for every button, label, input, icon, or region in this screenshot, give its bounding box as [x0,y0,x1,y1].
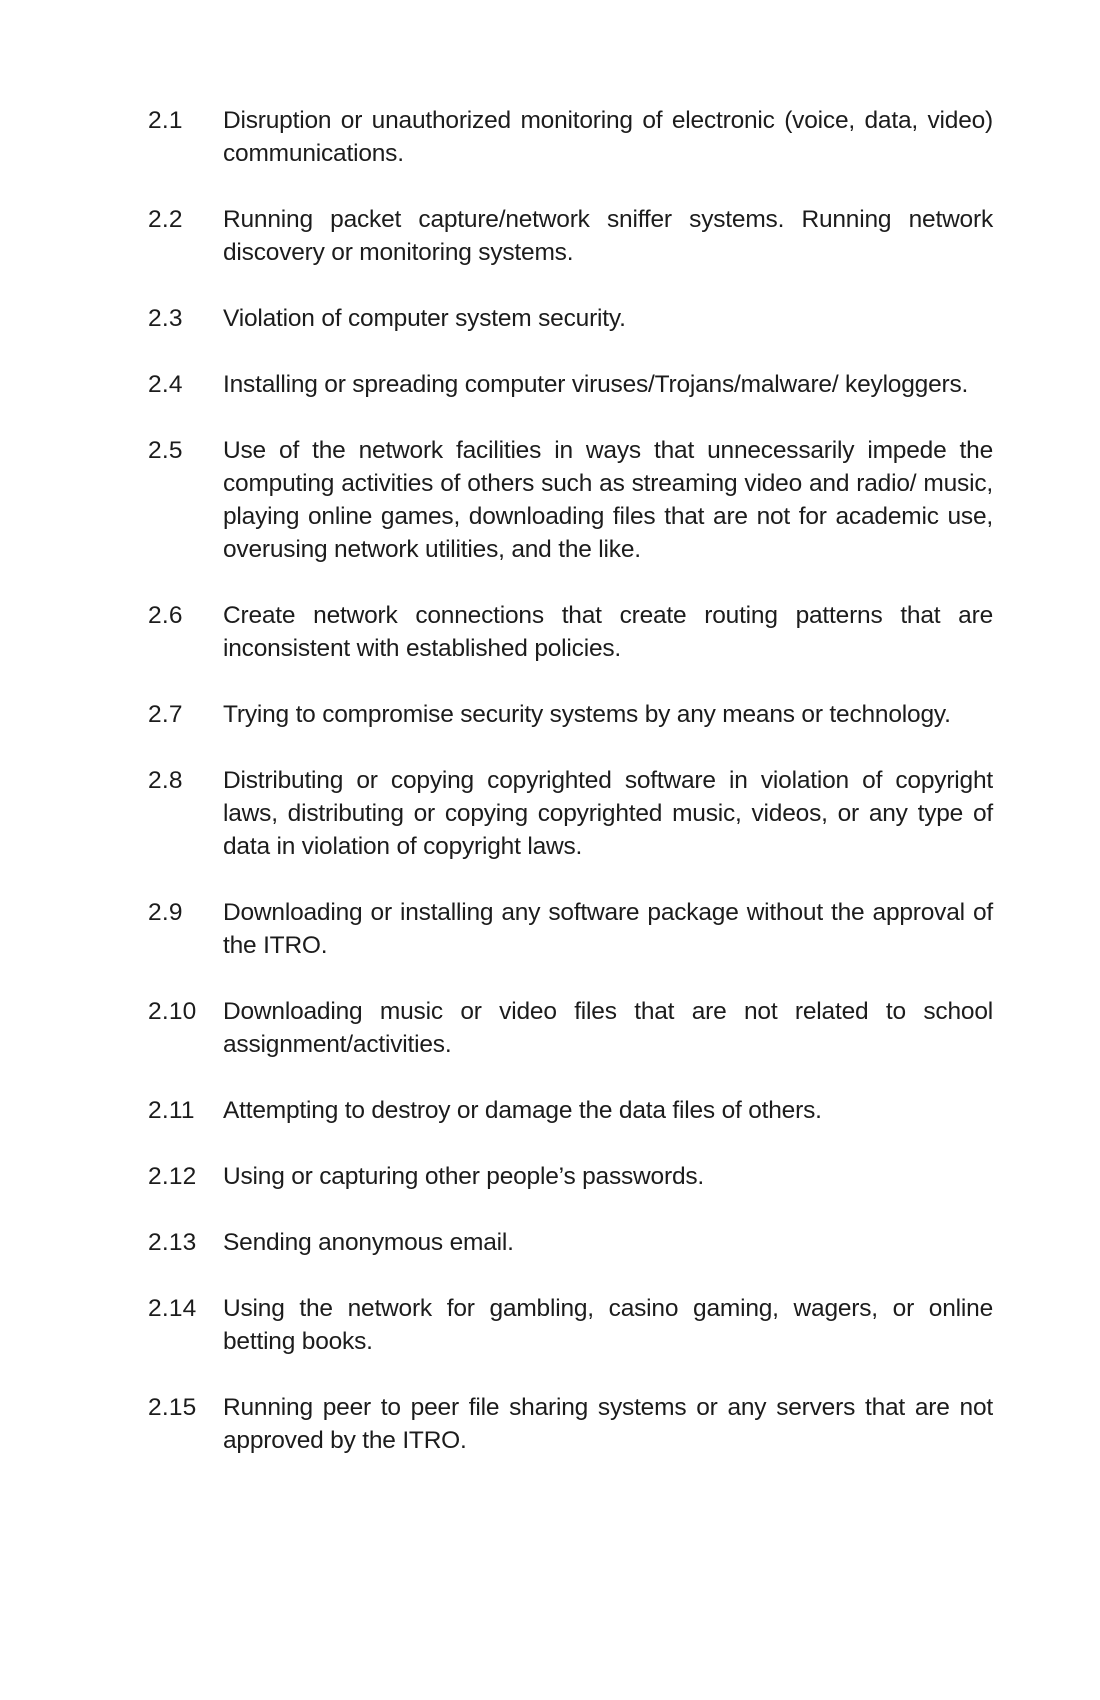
list-item [148,764,993,863]
list-item [148,698,993,731]
item-text: Running packet capture/network sniffer systems. Running network discovery or monitoring systems. [223,206,993,266]
list-item [148,104,993,170]
item-text: Create network connections that create routing patterns that are inconsistent with established policies. [223,602,993,662]
list-item [148,1226,993,1259]
item-text: Installing or spreading computer viruses/Trojans/malware/ keyloggers. [223,371,969,398]
item-text: Using the network for gambling, casino gaming, wagers, or online betting books. [223,1295,993,1355]
item-number: 2.7 [148,701,183,728]
list-item [148,203,993,269]
policy-list [148,104,993,1490]
item-number: 2.6 [148,602,183,629]
list-item [148,599,993,665]
item-number: 2.11 [148,1097,195,1124]
item-text: Violation of computer system security. [223,305,626,332]
list-item [148,896,993,962]
list-item [148,1391,993,1457]
item-text: Attempting to destroy or damage the data files of others. [223,1097,822,1124]
item-text: Disruption or unauthorized monitoring of electronic (voice, data, video) communications. [223,107,993,167]
item-text: Distributing or copying copyrighted software in violation of copyright laws, distributing or copying copyrighted music, videos, or any type of data in violation of copyright laws. [223,767,993,860]
list-item [148,1160,993,1193]
item-text: Trying to compromise security systems by any means or technology. [223,701,951,728]
item-number: 2.4 [148,371,183,398]
item-number: 2.12 [148,1163,197,1190]
item-text: Use of the network facilities in ways that unnecessarily impede the computing activities of others such as streaming video and radio/ music, playing online games, downloading files that are not for academic use, overusing network utilities, and the like. [223,437,993,563]
item-text: Downloading or installing any software package without the approval of the ITRO. [223,899,993,959]
item-text: Running peer to peer file sharing systems or any servers that are not approved by the ITRO. [223,1394,993,1454]
item-number: 2.5 [148,437,183,464]
item-number: 2.14 [148,1295,197,1322]
item-number: 2.13 [148,1229,197,1256]
list-item [148,1094,993,1127]
item-text: Sending anonymous email. [223,1229,514,1256]
item-number: 2.1 [148,107,183,134]
item-number: 2.15 [148,1394,197,1421]
item-number: 2.2 [148,206,183,233]
item-number: 2.10 [148,998,197,1025]
item-number: 2.3 [148,305,183,332]
item-text: Downloading music or video files that are not related to school assignment/activities. [223,998,993,1058]
list-item [148,1292,993,1358]
item-text: Using or capturing other people’s passwords. [223,1163,705,1190]
list-item [148,368,993,401]
list-item [148,302,993,335]
item-number: 2.9 [148,899,183,926]
list-item [148,995,993,1061]
list-item [148,434,993,566]
item-number: 2.8 [148,767,183,794]
